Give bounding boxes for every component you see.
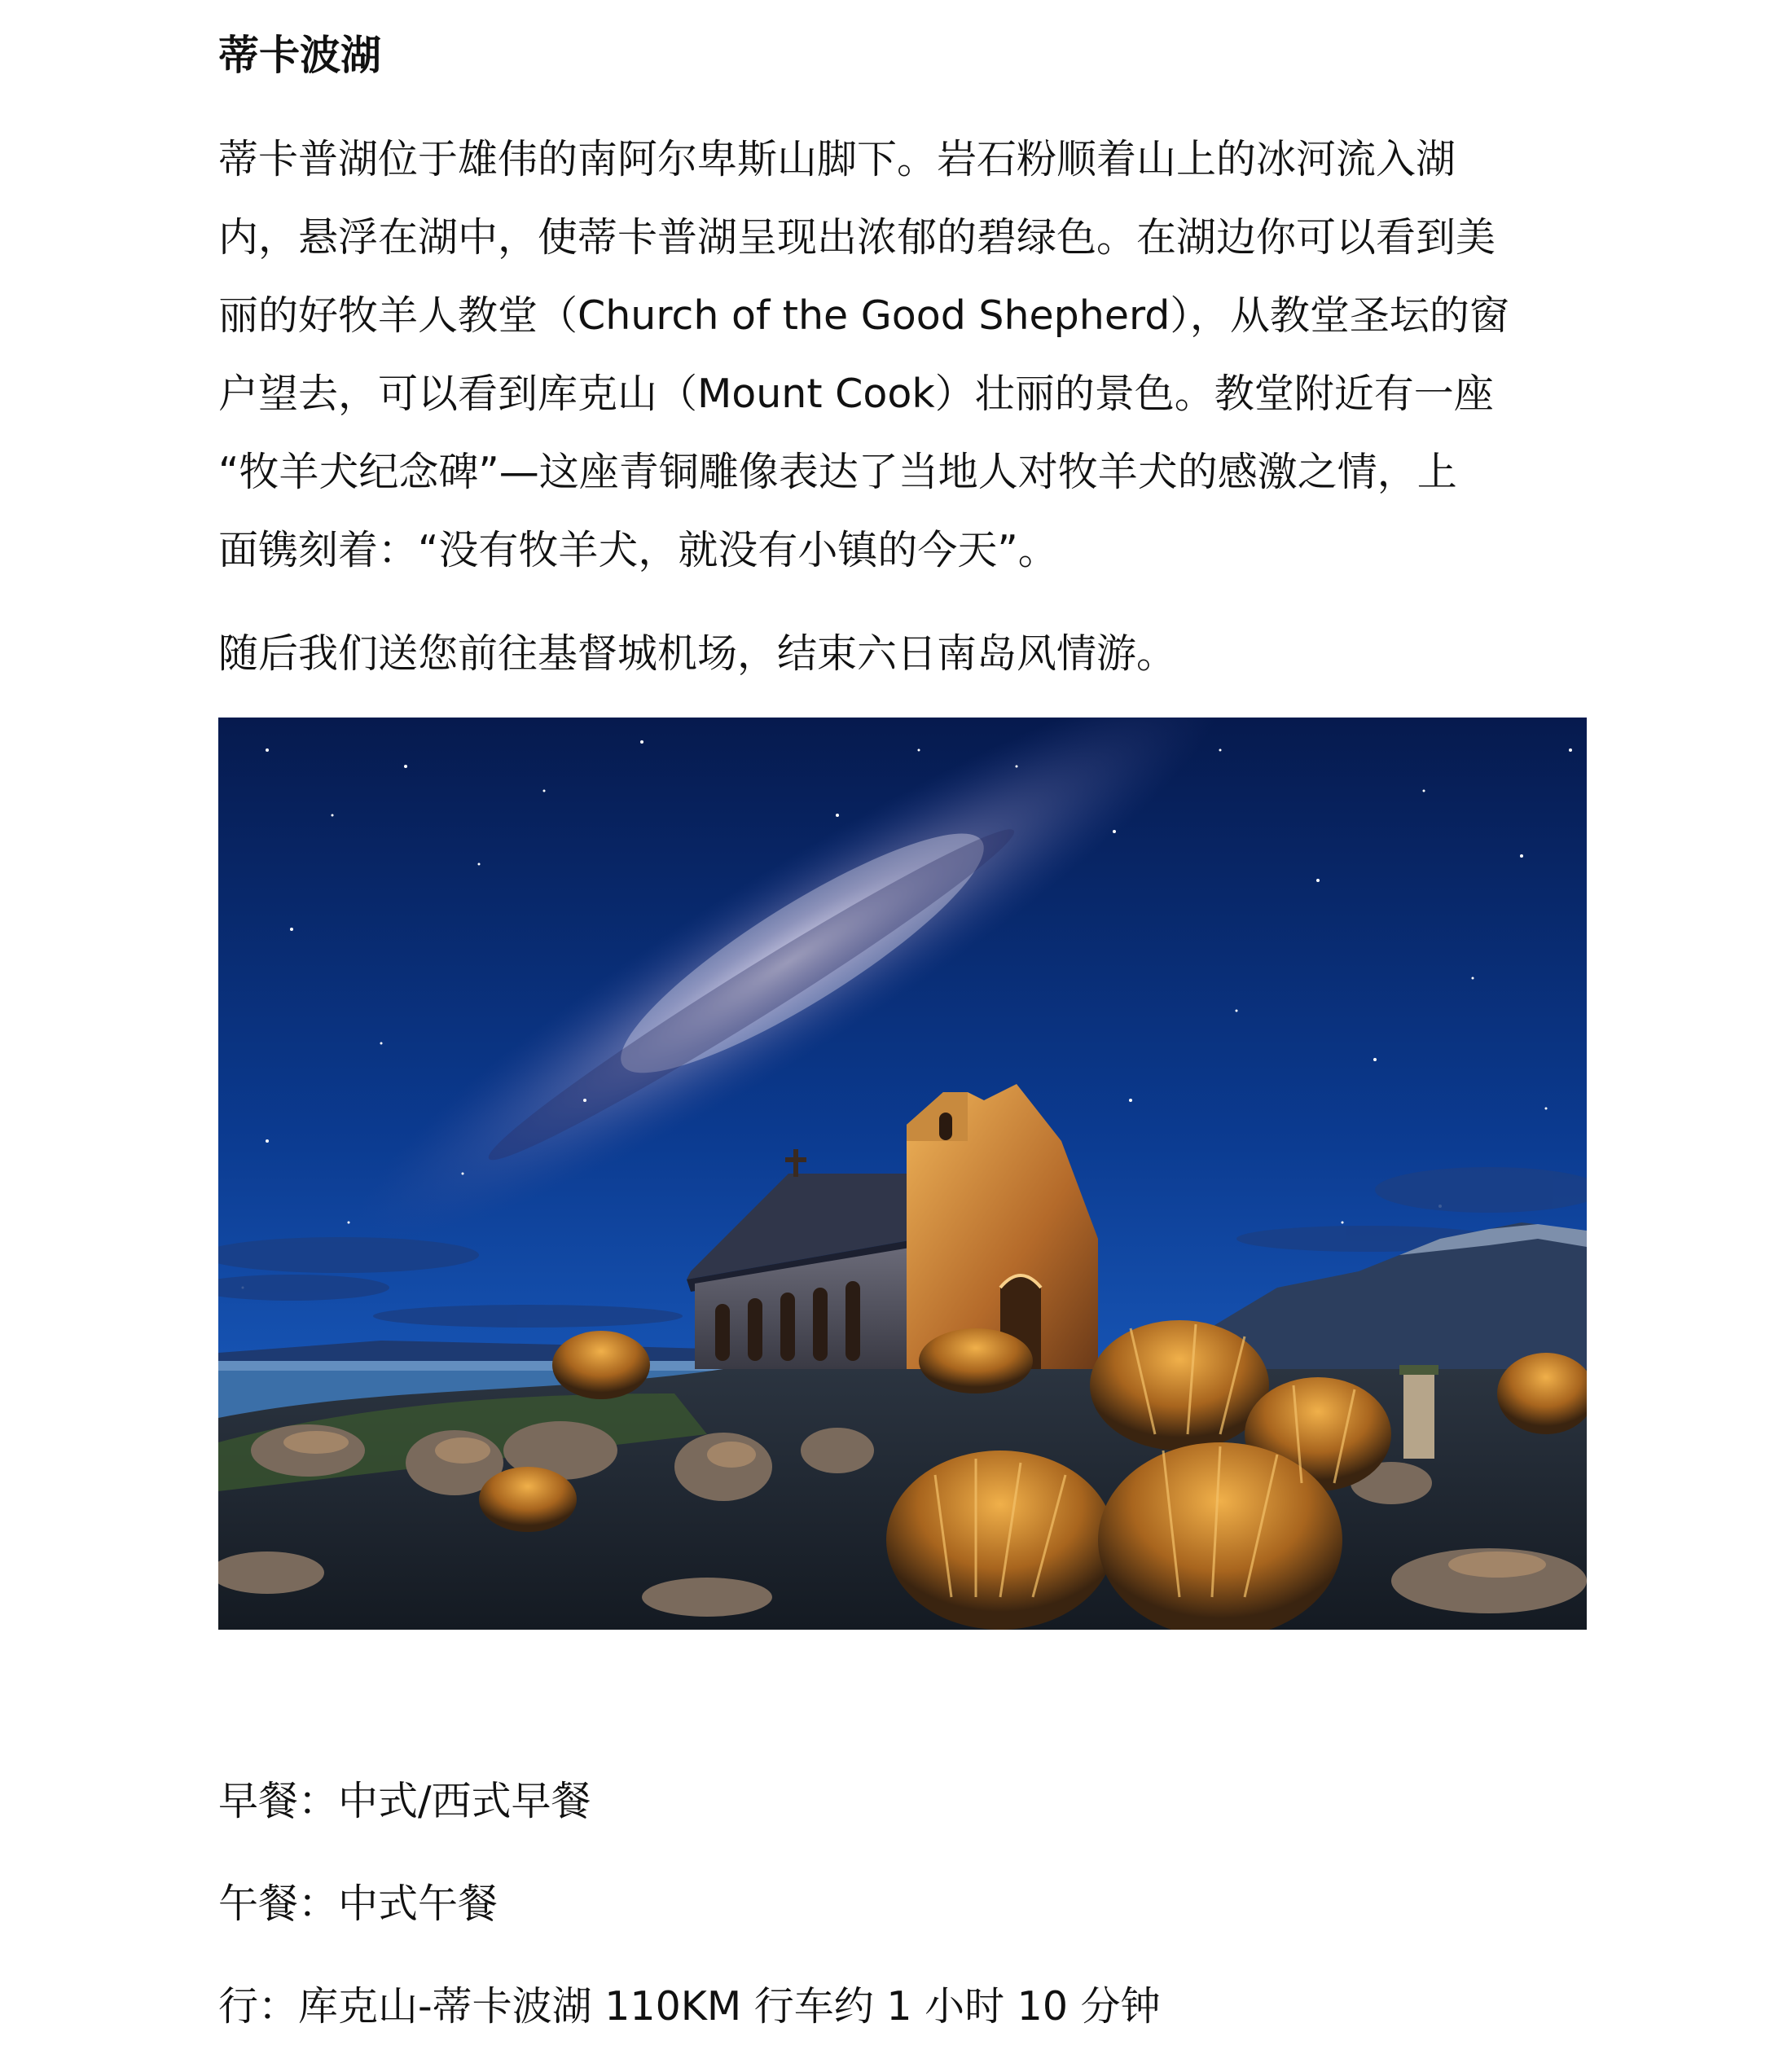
- paragraph-line: 内，悬浮在湖中，使蒂卡普湖呈现出浓郁的碧绿色。在湖边你可以看到美: [218, 214, 1496, 261]
- lake-description-paragraph: [218, 121, 1570, 590]
- section-title: 蒂卡波湖: [218, 32, 381, 79]
- paragraph-line: 户望去，可以看到库克山（Mount Cook）壮丽的景色。教堂附近有一座: [218, 371, 1494, 417]
- paragraph-line: 随后我们送您前往基督城机场，结束六日南岛风情游。: [218, 630, 1177, 677]
- travel-info: 行：库克山-蒂卡波湖 110KM 行车约 1 小时 10 分钟: [218, 1983, 1161, 2030]
- lunch-info: 午餐：中式午餐: [218, 1881, 499, 1927]
- breakfast-info: 早餐：中式/西式早餐: [218, 1778, 591, 1824]
- church-milky-way-photo: [218, 718, 1587, 1630]
- departure-paragraph: [218, 615, 1570, 693]
- paragraph-line: “牧羊犬纪念碑”—这座青铜雕像表达了当地人对牧羊犬的感激之情，上: [218, 449, 1457, 495]
- itinerary-page: [218, 0, 1587, 2054]
- paragraph-line: 蒂卡普湖位于雄伟的南阿尔卑斯山脚下。岩石粉顺着山上的冰河流入湖: [218, 136, 1456, 182]
- paragraph-line: 面镌刻着：“没有牧羊犬，就没有小镇的今天”。: [218, 527, 1058, 573]
- paragraph-line: 丽的好牧羊人教堂（Church of the Good Shepherd），从教堂圣坛的窗: [218, 292, 1509, 339]
